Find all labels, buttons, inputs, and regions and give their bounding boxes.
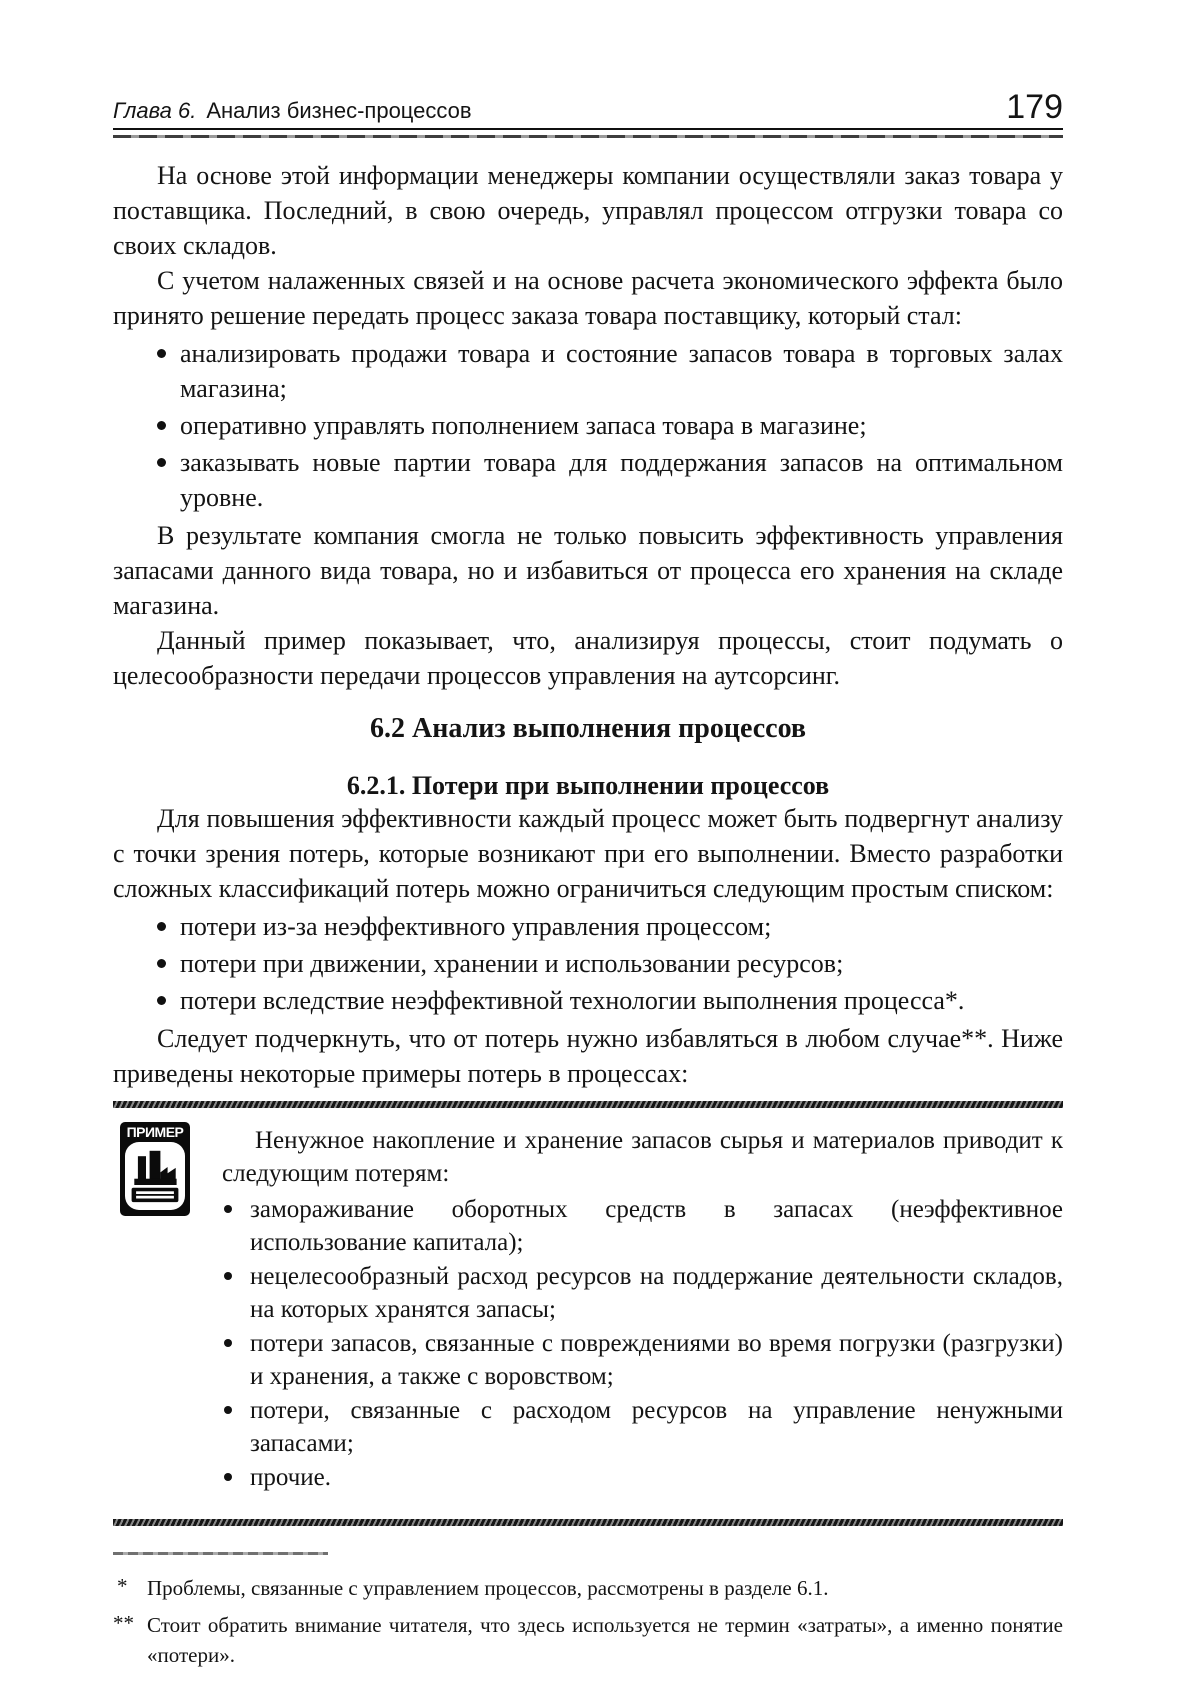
- footnote-separator: [113, 1552, 328, 1555]
- running-header: [113, 90, 1063, 124]
- list-item: потери из-за неэффективного управления процессом;: [113, 909, 1063, 944]
- example-block: [113, 1108, 1063, 1509]
- example-intro: Ненужное накопление и хранение запасов сырья и материалов приводит к следующим потерям:: [222, 1127, 1063, 1187]
- list-item: нецелесообразный расход ресурсов на поддержание деятельности складов, на которых хранятся запасы;: [222, 1260, 1063, 1326]
- paragraph-4: Данный пример показывает, что, анализируя процессы, стоит подумать о целесообразности передачи процессов управления на аутсорсинг.: [113, 626, 1063, 690]
- chapter-heading: [113, 98, 472, 124]
- footnote: [113, 1610, 1063, 1670]
- bullet-list-1: [113, 336, 1063, 515]
- section-heading: 6.2 Анализ выполнения процессов: [369, 713, 806, 744]
- paragraph-1: На основе этой информации менеджеры компании осуществляли заказ товара у поставщика. Последний, в свою очередь, управлял процессом отгрузки товара со своих складов.: [113, 161, 1063, 260]
- content-column: [113, 90, 1063, 1670]
- example-top-rule: [113, 1101, 1063, 1108]
- list-item: потери запасов, связанные с повреждениями во время погрузки (разгрузки) и хранения, а также с воровством;: [222, 1327, 1063, 1393]
- list-item: потери вследствие неэффективной технологии выполнения процесса*.: [113, 983, 1063, 1018]
- subsection-heading: 6.2.1. Потери при выполнении процессов: [346, 771, 830, 800]
- list-item: потери при движении, хранении и использовании ресурсов;: [113, 946, 1063, 981]
- footnote-marker: **: [113, 1611, 134, 1635]
- footnote-text: Проблемы, связанные с управлением процессов, рассмотрены в разделе 6.1.: [147, 1576, 829, 1600]
- header-rule-thin: [113, 128, 1063, 130]
- paragraph-3: В результате компания смогла не только повысить эффективность управления запасами данного вида товара, но и избавиться от процесса его хранения на складе магазина.: [113, 521, 1063, 620]
- example-icon: [120, 1122, 190, 1216]
- example-bottom-rule: [113, 1519, 1063, 1526]
- list-item: оперативно управлять пополнением запаса товара в магазине;: [113, 408, 1063, 443]
- footnote-marker: *: [117, 1574, 128, 1598]
- footnotes: [113, 1573, 1063, 1670]
- footnote: [113, 1573, 1063, 1603]
- factory-icon: [125, 1142, 185, 1210]
- paragraph-6: Следует подчеркнуть, что от потерь нужно избавляться в любом случае**. Ниже приведены некоторые примеры потерь в процессах:: [113, 1024, 1063, 1088]
- bullet-list-2: [113, 909, 1063, 1018]
- example-badge: ПРИМЕР: [126, 1124, 184, 1140]
- chapter-title: Анализ бизнес-процессов: [206, 98, 472, 123]
- paragraph-5: Для повышения эффективности каждый процесс может быть подвергнут анализу с точки зрения потерь, которые возникают при его выполнении. Вместо разработки сложных классификаций потерь можно ограничиться следующим простым списком:: [113, 804, 1063, 903]
- body-text: [113, 158, 1063, 1091]
- example-list: [222, 1193, 1063, 1494]
- chapter-label: Глава 6.: [113, 98, 197, 123]
- list-item: прочие.: [222, 1461, 1063, 1494]
- list-item: замораживание оборотных средств в запасах (неэффективное использование капитала);: [222, 1193, 1063, 1259]
- list-item: потери, связанные с расходом ресурсов на управление ненужными запасами;: [222, 1394, 1063, 1460]
- header-rule-rough: [113, 135, 1063, 138]
- footnote-text: Стоит обратить внимание читателя, что здесь используется не термин «затраты», а именно понятие «потери».: [147, 1613, 1063, 1667]
- paragraph-2: С учетом налаженных связей и на основе расчета экономического эффекта было принято решение передать процесс заказа товара поставщику, который стал:: [113, 266, 1063, 330]
- page-number: 179: [1006, 88, 1063, 126]
- list-item: заказывать новые партии товара для поддержания запасов на оптимальном уровне.: [113, 445, 1063, 515]
- list-item: анализировать продажи товара и состояние запасов товара в торговых залах магазина;: [113, 336, 1063, 406]
